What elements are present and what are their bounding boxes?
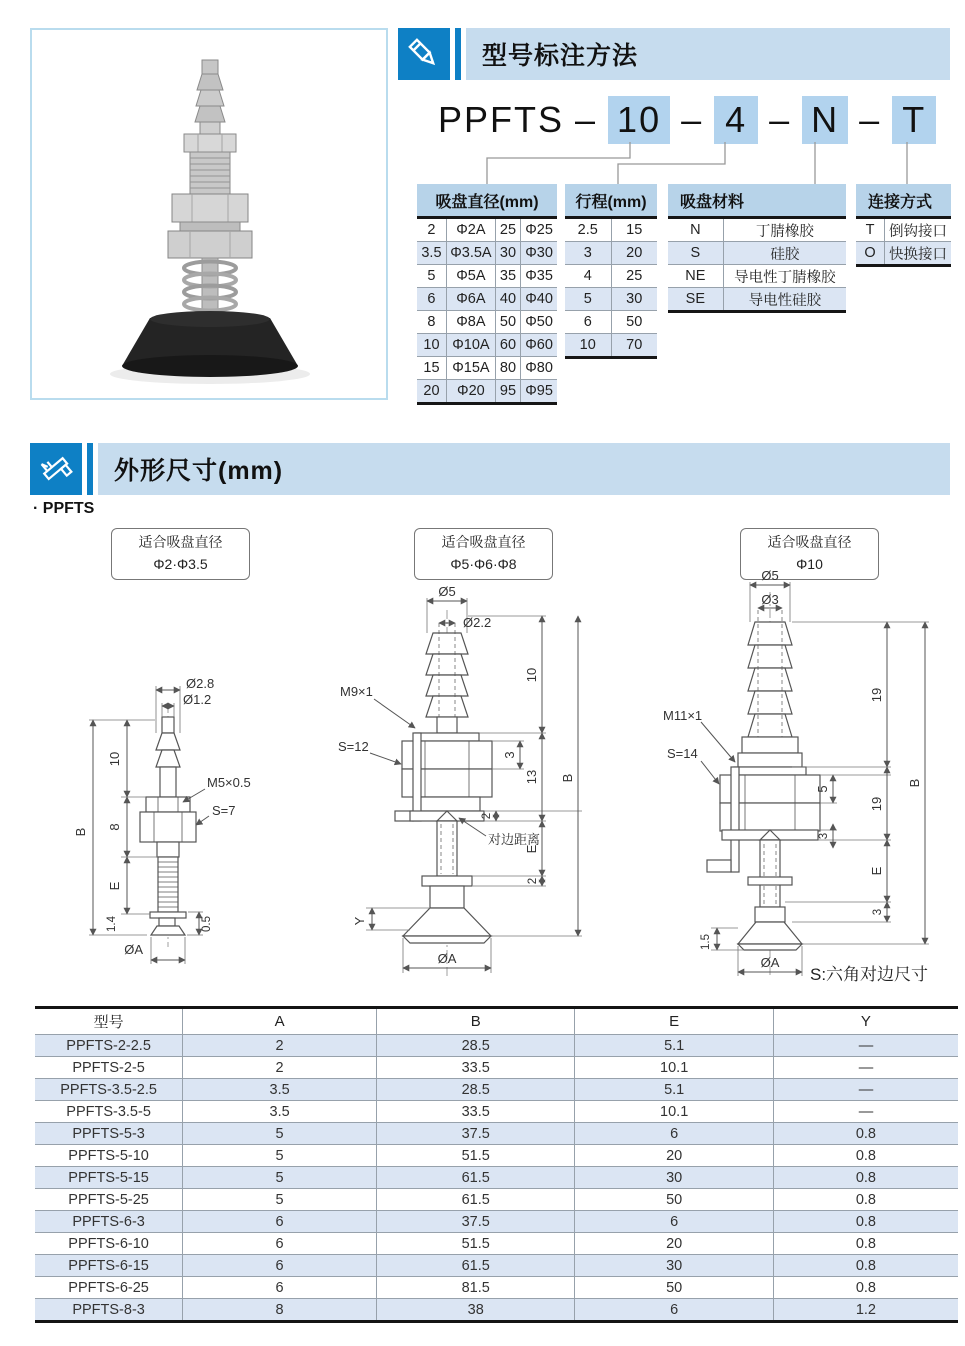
table-cell: 快换接口	[885, 242, 952, 266]
dim-label: Ø5	[438, 584, 456, 599]
dim-label: Ø2.8	[186, 676, 215, 691]
table-cell: 25	[495, 218, 520, 242]
table-cell: 6	[183, 1277, 377, 1299]
table-cell: 28.5	[377, 1079, 575, 1101]
table-cell: SE	[668, 288, 723, 312]
table-cell: 51.5	[377, 1233, 575, 1255]
table-cell: 6	[575, 1123, 773, 1145]
table-row	[35, 1277, 958, 1299]
table-cell: Φ95	[521, 380, 557, 404]
dim-label: 3	[872, 908, 884, 916]
table-row	[35, 1299, 958, 1322]
dim-label: E	[107, 881, 122, 891]
table-row	[417, 334, 557, 357]
table-cell: 3.5	[183, 1079, 377, 1101]
dim-label: S=7	[212, 803, 236, 818]
table-cell: Φ30	[521, 242, 557, 265]
table-row	[417, 265, 557, 288]
diameter-table	[417, 184, 557, 405]
table-cell: 6	[575, 1299, 773, 1322]
table-cell: 2.5	[577, 222, 598, 238]
fit-box-line1: 适合吸盘直径	[441, 534, 526, 551]
table-cell: 10	[565, 334, 611, 358]
dim-label: S=12	[338, 739, 369, 754]
table-row	[35, 1145, 958, 1167]
table-cell: 6	[183, 1255, 377, 1277]
table-cell: 10	[417, 334, 446, 357]
table-cell: 61.5	[377, 1255, 575, 1277]
table-cell: 20	[575, 1233, 773, 1255]
table-cell: 40	[495, 288, 520, 311]
model-dash: –	[859, 99, 882, 140]
table-row	[565, 334, 657, 358]
table-cell: 35	[495, 265, 520, 288]
model-dash: –	[575, 99, 598, 140]
table-cell: 丁腈橡胶	[723, 218, 846, 242]
table-cell: Φ10A	[446, 334, 495, 357]
table-cell: 80	[495, 357, 520, 380]
table-cell: 3.5	[183, 1101, 377, 1123]
table-row	[417, 242, 557, 265]
product-photo-illustration	[32, 30, 386, 398]
table-row	[668, 218, 846, 242]
table-cell: 6	[183, 1211, 377, 1233]
table-cell: Φ2A	[446, 218, 495, 242]
material-table	[668, 184, 846, 313]
fit-box-line1: 适合吸盘直径	[138, 534, 223, 551]
spec-table	[35, 1006, 958, 1323]
fit-box-line2: Φ5·Φ6·Φ8	[450, 556, 517, 572]
pencil-icon	[398, 28, 450, 80]
table-cell: 硅胶	[723, 242, 846, 265]
section1-title: 型号标注方法	[466, 28, 950, 80]
dim-label: 0.5	[201, 916, 213, 932]
material-table-title: 吸盘材料	[668, 184, 846, 216]
table-cell: 4	[565, 265, 611, 288]
dimension-drawing-large	[635, 562, 955, 1002]
table-cell: O	[856, 242, 885, 266]
table-cell: 50	[575, 1277, 773, 1299]
table-cell: 2	[183, 1035, 377, 1057]
diameter-table-title: 吸盘直径(mm)	[417, 184, 557, 216]
table-cell: Φ40	[521, 288, 557, 311]
section2-title: 外形尺寸(mm)	[98, 443, 950, 495]
table-cell: 51.5	[377, 1145, 575, 1167]
table-cell: 0.8	[773, 1189, 958, 1211]
dim-label: M5×0.5	[207, 775, 251, 790]
table-cell: 3.5	[417, 242, 446, 265]
dim-label: 2	[527, 877, 539, 885]
dim-label: 5	[815, 785, 830, 793]
table-cell: —	[773, 1057, 958, 1079]
model-part-connection: T	[892, 96, 936, 144]
table-cell: Φ8A	[446, 311, 495, 334]
table-cell: 38	[377, 1299, 575, 1322]
dim-label: Ø3	[761, 592, 779, 607]
caliper-icon	[30, 443, 82, 495]
dim-label: E	[524, 844, 539, 854]
table-cell: 5	[183, 1123, 377, 1145]
stroke-table	[565, 184, 657, 359]
table-cell: 6	[183, 1233, 377, 1255]
table-cell: 33.5	[377, 1101, 575, 1123]
table-cell: T	[865, 222, 875, 238]
product-photo	[30, 28, 388, 400]
hex-flats-note: S:六角对边尺寸	[810, 965, 929, 984]
model-dash: –	[769, 99, 792, 140]
table-cell: Φ20	[446, 380, 495, 404]
table-cell: 2	[427, 222, 436, 238]
table-row	[417, 380, 557, 404]
table-row	[35, 1035, 958, 1057]
table-cell: 50	[611, 311, 657, 334]
spec-header-model: 型号	[93, 1014, 124, 1031]
table-cell: 0.8	[773, 1277, 958, 1299]
dim-label: ØA	[124, 942, 143, 957]
table-cell: PPFTS-6-10	[35, 1233, 183, 1255]
table-cell: 5	[183, 1167, 377, 1189]
dim-label: Y	[352, 916, 367, 926]
table-cell: 0.8	[773, 1167, 958, 1189]
spec-header-b: B	[377, 1008, 575, 1035]
table-cell: Φ3.5A	[446, 242, 495, 265]
table-cell: 1.2	[773, 1299, 958, 1322]
dim-label: 10	[107, 751, 122, 767]
spec-header-e: E	[575, 1008, 773, 1035]
table-row	[35, 1123, 958, 1145]
table-cell: 95	[495, 380, 520, 404]
table-cell: Φ60	[521, 334, 557, 357]
table-cell: 0.8	[773, 1145, 958, 1167]
table-row	[856, 218, 951, 242]
fit-box-line2: Φ10	[796, 556, 823, 572]
table-row	[35, 1189, 958, 1211]
connection-table-title: 连接方式	[856, 184, 951, 216]
table-row	[35, 1101, 958, 1123]
table-cell: 50	[495, 311, 520, 334]
table-cell: 5	[183, 1189, 377, 1211]
table-cell: 28.5	[377, 1035, 575, 1057]
dim-label: Ø2.2	[463, 615, 492, 630]
dim-label: ØA	[760, 955, 780, 970]
table-cell: 5	[183, 1145, 377, 1167]
dim-label: E	[869, 866, 884, 876]
table-cell: 倒钩接口	[885, 218, 952, 242]
table-cell: Φ6A	[446, 288, 495, 311]
table-cell: PPFTS-5-25	[35, 1189, 183, 1211]
header-accent-bar	[87, 443, 93, 495]
dim-label: S=14	[667, 746, 698, 761]
fit-box-2	[414, 528, 553, 580]
table-cell: 37.5	[377, 1211, 575, 1233]
table-cell: PPFTS-8-3	[35, 1299, 183, 1322]
table-cell: —	[773, 1101, 958, 1123]
table-cell: PPFTS-3.5-2.5	[35, 1079, 183, 1101]
table-cell: PPFTS-6-25	[35, 1277, 183, 1299]
table-row	[565, 311, 657, 334]
table-cell: 30	[611, 288, 657, 311]
table-cell: 30	[495, 242, 520, 265]
dim-label: ØA	[437, 951, 457, 966]
table-row	[35, 1211, 958, 1233]
table-row	[565, 288, 657, 311]
table-cell: 0.8	[773, 1255, 958, 1277]
table-cell: 导电性硅胶	[723, 288, 846, 312]
dim-label: Ø5	[761, 568, 779, 583]
table-cell: 0.8	[773, 1123, 958, 1145]
table-row	[417, 357, 557, 380]
table-row	[668, 242, 846, 265]
table-cell: 15	[611, 218, 657, 242]
table-cell: 70	[611, 334, 657, 358]
table-cell: —	[773, 1079, 958, 1101]
table-cell: 20	[417, 380, 446, 404]
fit-box-line1: 适合吸盘直径	[767, 534, 852, 551]
table-cell: Φ50	[521, 311, 557, 334]
dim-label: 8	[107, 823, 122, 831]
table-cell: 15	[417, 357, 446, 380]
dim-label: 3	[502, 751, 517, 759]
table-cell: 6	[575, 1211, 773, 1233]
table-row	[417, 288, 557, 311]
section1-header	[398, 28, 950, 80]
fit-box-line2: Φ2·Φ3.5	[153, 556, 208, 572]
table-cell: PPFTS-5-10	[35, 1145, 183, 1167]
table-cell: Φ5A	[446, 265, 495, 288]
table-cell: 60	[495, 334, 520, 357]
spec-header-a: A	[183, 1008, 377, 1035]
dim-label: 1.5	[700, 934, 712, 950]
section2-header	[30, 443, 950, 495]
table-row	[565, 218, 657, 242]
table-row	[35, 1057, 958, 1079]
table-cell: NE	[668, 265, 723, 288]
table-cell: Φ80	[521, 357, 557, 380]
table-cell: 0.8	[773, 1233, 958, 1255]
table-row	[35, 1233, 958, 1255]
dim-label: Ø1.2	[183, 692, 212, 707]
table-cell: 6	[565, 311, 611, 334]
table-cell: 3	[565, 242, 611, 265]
table-cell: —	[773, 1035, 958, 1057]
table-cell: 5	[417, 265, 446, 288]
table-cell: 0.8	[773, 1211, 958, 1233]
table-cell: Φ15A	[446, 357, 495, 380]
series-label: · PPFTS	[33, 500, 95, 517]
table-row	[668, 288, 846, 312]
table-cell: 导电性丁腈橡胶	[723, 265, 846, 288]
dim-label: B	[907, 778, 922, 788]
table-cell: PPFTS-6-15	[35, 1255, 183, 1277]
stroke-table-title: 行程(mm)	[565, 184, 657, 216]
table-cell: 81.5	[377, 1277, 575, 1299]
dim-label: 10	[524, 667, 539, 683]
table-row	[565, 242, 657, 265]
table-cell: N	[690, 222, 701, 238]
table-cell: 61.5	[377, 1167, 575, 1189]
table-cell: 10.1	[575, 1057, 773, 1079]
model-code	[438, 96, 936, 144]
table-row	[417, 218, 557, 242]
table-cell: S	[668, 242, 723, 265]
table-cell: 2	[183, 1057, 377, 1079]
dim-label: 对边距离	[488, 832, 541, 847]
dim-label: 2	[481, 812, 493, 820]
dim-label: 13	[524, 769, 539, 785]
table-cell: 6	[417, 288, 446, 311]
header-accent-bar	[455, 28, 461, 80]
dim-label: 3	[818, 832, 830, 840]
table-row	[35, 1167, 958, 1189]
table-cell: PPFTS-6-3	[35, 1211, 183, 1233]
table-cell: 37.5	[377, 1123, 575, 1145]
model-part-diameter: 10	[608, 96, 670, 144]
connection-table	[856, 184, 951, 267]
table-cell: PPFTS-5-3	[35, 1123, 183, 1145]
table-cell: 61.5	[377, 1189, 575, 1211]
table-cell: Φ35	[521, 265, 557, 288]
table-cell: 20	[575, 1145, 773, 1167]
model-leader-lines	[0, 138, 965, 188]
table-row	[35, 1255, 958, 1277]
table-row	[668, 265, 846, 288]
table-row	[35, 1079, 958, 1101]
table-cell: 10.1	[575, 1101, 773, 1123]
dim-label: M9×1	[340, 684, 373, 699]
table-cell: 33.5	[377, 1057, 575, 1079]
table-cell: PPFTS-3.5-5	[35, 1101, 183, 1123]
table-cell: PPFTS-2-2.5	[35, 1035, 183, 1057]
table-cell: PPFTS-5-15	[35, 1167, 183, 1189]
table-cell: PPFTS-2-5	[35, 1057, 183, 1079]
table-cell: 20	[611, 242, 657, 265]
model-dash: –	[681, 99, 704, 140]
dimension-drawing-medium	[310, 578, 610, 1003]
table-row	[856, 242, 951, 266]
table-cell: 8	[417, 311, 446, 334]
dimension-drawing-small	[55, 592, 315, 992]
table-cell: 5	[565, 288, 611, 311]
table-cell: 25	[611, 265, 657, 288]
model-part-material: N	[802, 96, 848, 144]
dim-label: 19	[869, 796, 884, 812]
fit-box-1	[111, 528, 250, 580]
table-cell: 30	[575, 1167, 773, 1189]
table-row	[417, 311, 557, 334]
model-prefix: PPFTS	[438, 99, 565, 140]
dim-label: 19	[869, 687, 884, 703]
table-cell: 5.1	[575, 1079, 773, 1101]
dim-label: B	[560, 773, 575, 783]
dim-label: B	[73, 827, 88, 837]
dim-label: 1.4	[106, 916, 118, 932]
table-row	[565, 265, 657, 288]
table-cell: 5.1	[575, 1035, 773, 1057]
dim-label: M11×1	[663, 708, 703, 723]
model-part-stroke: 4	[714, 96, 758, 144]
table-cell: 50	[575, 1189, 773, 1211]
table-cell: 30	[575, 1255, 773, 1277]
spec-header-y: Y	[773, 1008, 958, 1035]
table-cell: 8	[183, 1299, 377, 1322]
table-cell: Φ25	[521, 218, 557, 242]
spec-table-header-row	[35, 1008, 958, 1035]
